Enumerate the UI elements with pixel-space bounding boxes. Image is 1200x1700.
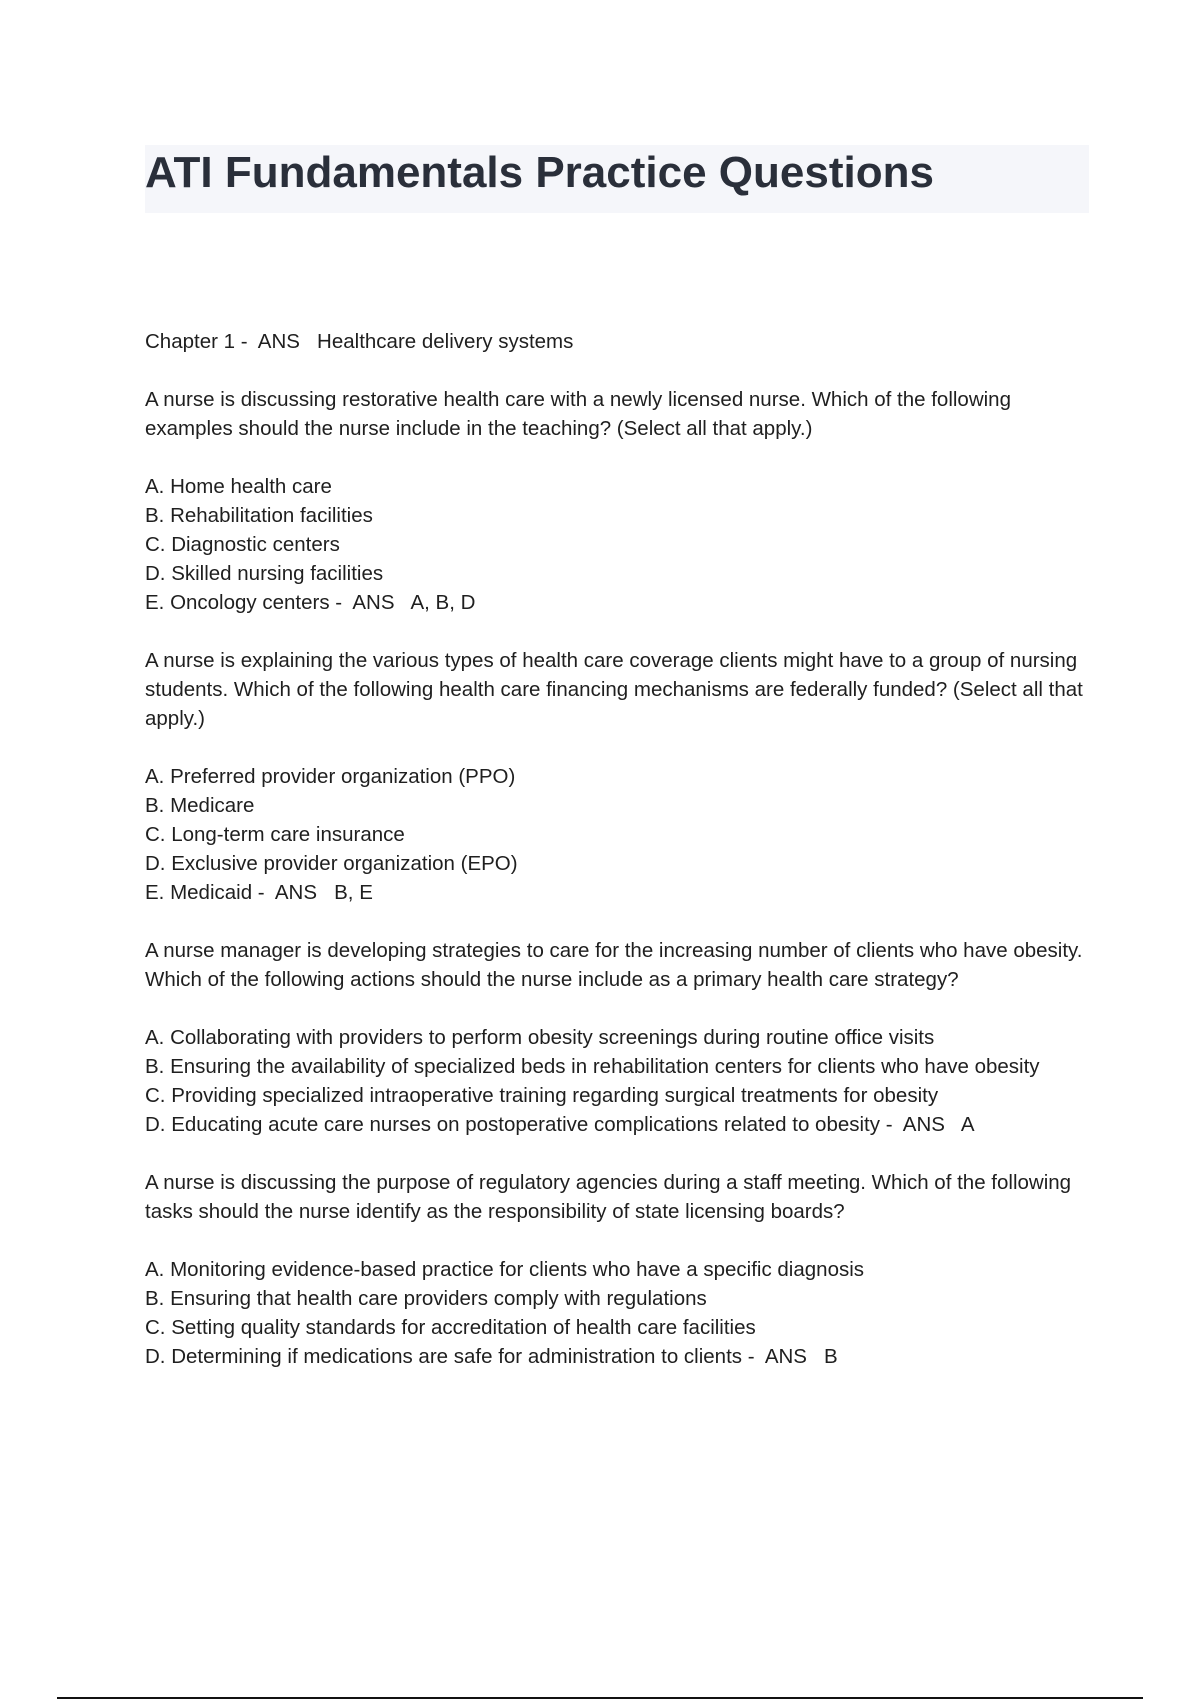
question-stem: A nurse manager is developing strategies to care for the increasing number of clients who have obesity. Which of the following actions should the nurse include as a primary health care strategy? (145, 939, 1083, 991)
chapter-heading: Chapter 1 - ANS Healthcare delivery systems (145, 330, 574, 353)
option-list (145, 472, 1095, 617)
option-item: C. Setting quality standards for accreditation of health care facilities (145, 1316, 756, 1339)
option-item: C. Diagnostic centers (145, 533, 340, 556)
option-item: D. Skilled nursing facilities (145, 562, 384, 585)
footer-divider (57, 1697, 1143, 1699)
option-item-with-answer: D. Educating acute care nurses on postoperative complications related to obesity - ANS A (145, 1113, 975, 1136)
question-2 (145, 646, 1095, 907)
option-list (145, 762, 1095, 907)
option-item: B. Ensuring that health care providers comply with regulations (145, 1287, 707, 1310)
option-item: D. Exclusive provider organization (EPO) (145, 852, 518, 875)
document-title: ATI Fundamentals Practice Questions (145, 148, 934, 197)
option-item-with-answer: E. Medicaid - ANS B, E (145, 881, 373, 904)
option-item: C. Long-term care insurance (145, 823, 405, 846)
option-list (145, 1255, 1095, 1371)
option-list (145, 1023, 1095, 1139)
option-item: A. Home health care (145, 475, 332, 498)
question-3 (145, 936, 1095, 1139)
option-item: B. Medicare (145, 794, 255, 817)
question-stem: A nurse is discussing restorative health care with a newly licensed nurse. Which of the following examples should the nurse include in the teaching? (Select all that apply.) (145, 388, 1011, 440)
option-item: A. Preferred provider organization (PPO) (145, 765, 516, 788)
option-item: B. Ensuring the availability of specialized beds in rehabilitation centers for clients who have obesity (145, 1055, 1040, 1078)
option-item: C. Providing specialized intraoperative training regarding surgical treatments for obesity (145, 1084, 939, 1107)
option-item-with-answer: D. Determining if medications are safe for administration to clients - ANS B (145, 1345, 838, 1368)
question-stem: A nurse is discussing the purpose of regulatory agencies during a staff meeting. Which of the following tasks should the nurse identify as the responsibility of state licensing boards? (145, 1171, 1072, 1223)
question-4 (145, 1168, 1095, 1371)
option-item-with-answer: E. Oncology centers - ANS A, B, D (145, 591, 476, 614)
option-item: A. Collaborating with providers to perform obesity screenings during routine office visits (145, 1026, 935, 1049)
option-item: B. Rehabilitation facilities (145, 504, 373, 527)
document-body (145, 327, 1095, 1400)
option-item: A. Monitoring evidence-based practice for clients who have a specific diagnosis (145, 1258, 865, 1281)
question-1 (145, 385, 1095, 617)
question-stem: A nurse is explaining the various types of health care coverage clients might have to a group of nursing students. Which of the following health care financing mechanisms are federally funded? (Select all that apply.) (145, 649, 1083, 730)
